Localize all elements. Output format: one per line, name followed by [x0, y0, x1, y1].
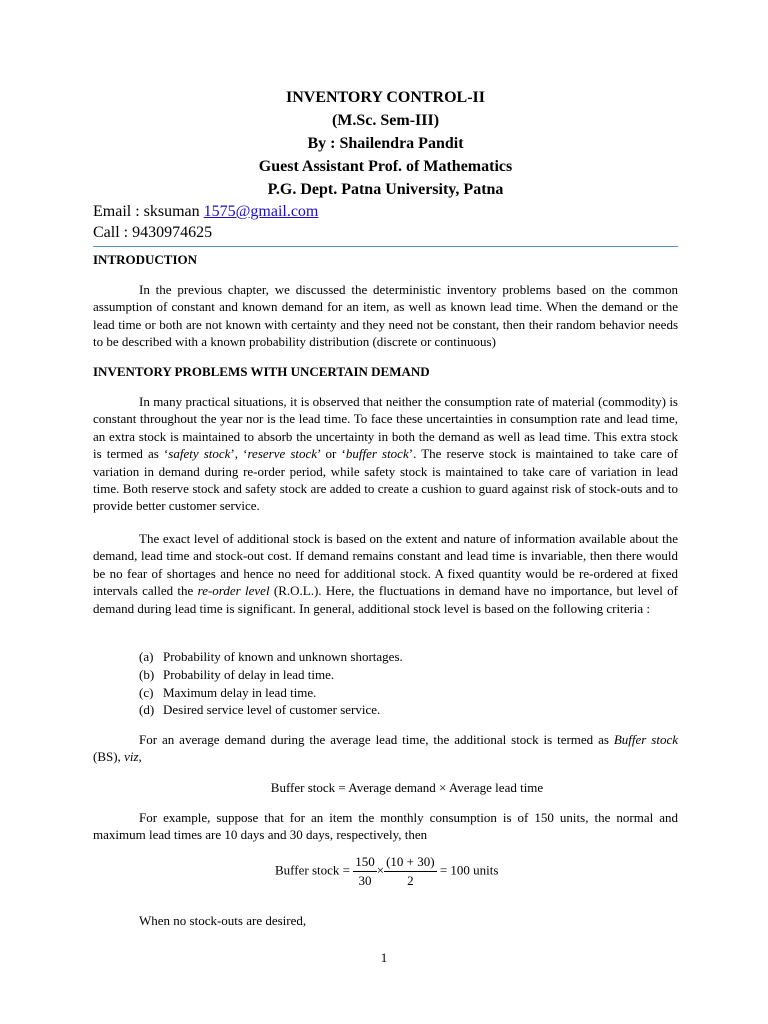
email-line — [93, 201, 318, 223]
no-stockout-paragraph: When no stock-outs are desired, — [139, 913, 307, 928]
fraction-monthly: $\frac{150}{30}$ — [355, 854, 375, 888]
buffer-stock-equation: Buffer stock = Average demand × Average lead time — [270, 780, 544, 795]
call-line: Call : 9430974625 — [93, 224, 213, 241]
email-label: Email : sksuman — [93, 203, 204, 220]
formula-lhs: Buffer stock = — [275, 862, 350, 878]
formula-rhs: = 100 units — [439, 862, 499, 878]
list-item: (c) Maximum delay in lead time. — [139, 684, 317, 700]
author-department: P.G. Dept. Patna University, Patna — [267, 181, 504, 198]
times-sign: × — [376, 862, 385, 878]
fraction-lead-time: $\frac{(10 + 30)}{2}$ — [386, 854, 435, 888]
uncertain-paragraph-1: In many practical situations, it is observed that neither the consumption rate of material (commodity) is constant throughout the year nor is the lead time. To face these uncertainties in consumption rate and lead time, an extra stock is maintained to absorb the uncertainty in both the demand as well as lead time. This extra stock is termed as ‘safety stock’, ‘reserve stock’ or ‘buffer stock’. The reserve stock is maintained to take care of variation in demand during re-order period, while safety stock is maintained to take care of variation in lead time. Both reserve stock and safety stock are added to create a cushion to guard against risk of stock-outs and to provide better customer service. — [93, 394, 678, 514]
email-link[interactable]: 1575@gmail.com — [203, 203, 319, 220]
example-paragraph: For example, suppose that for an item the monthly consumption is of 150 units, the normal and maximum lead times are 10 days and 30 days, respectively, then — [93, 810, 678, 843]
buffer-stock-formula — [275, 853, 498, 890]
section-heading-introduction: INTRODUCTION — [93, 252, 198, 267]
criteria-list — [139, 648, 403, 719]
intro-paragraph: In the previous chapter, we discussed the deterministic inventory problems based on the common assumption of constant and known demand for an item, as well as known lead time. When the demand or the lead time or both are not known with certainty and they need not be constant, then their random behavior needs to be described with a known probability distribution (discrete or continuous) — [93, 282, 678, 350]
document-title: INVENTORY CONTROL-II — [285, 89, 486, 106]
list-item: (b) Probability of delay in lead time. — [139, 666, 335, 682]
header-divider — [93, 246, 678, 247]
list-item: (d) Desired service level of customer service. — [139, 702, 381, 718]
course-label: (M.Sc. Sem-III) — [331, 112, 440, 129]
buffer-stock-paragraph: For an average demand during the average lead time, the additional stock is termed as Buffer stock (BS), viz, — [93, 732, 678, 765]
section-heading-uncertain-demand: INVENTORY PROBLEMS WITH UNCERTAIN DEMAND — [93, 364, 430, 379]
page-number: 1 — [380, 950, 388, 965]
list-item: (a) Probability of known and unknown shortages. — [139, 649, 403, 664]
author-line: By : Shailendra Pandit — [307, 135, 464, 152]
author-position: Guest Assistant Prof. of Mathematics — [258, 158, 513, 175]
uncertain-paragraph-2: The exact level of additional stock is based on the extent and nature of information available about the demand, lead time and stock-out cost. If demand remains constant and lead time is invariable, then there would be no fear of shortages and hence no need for additional stock. A fixed quantity would be re-ordered at fixed intervals called the re-order level (R.O.L.). Here, the fluctuations in demand have no importance, but level of demand during lead time is significant. In general, additional stock level is based on the following criteria : — [93, 531, 678, 616]
